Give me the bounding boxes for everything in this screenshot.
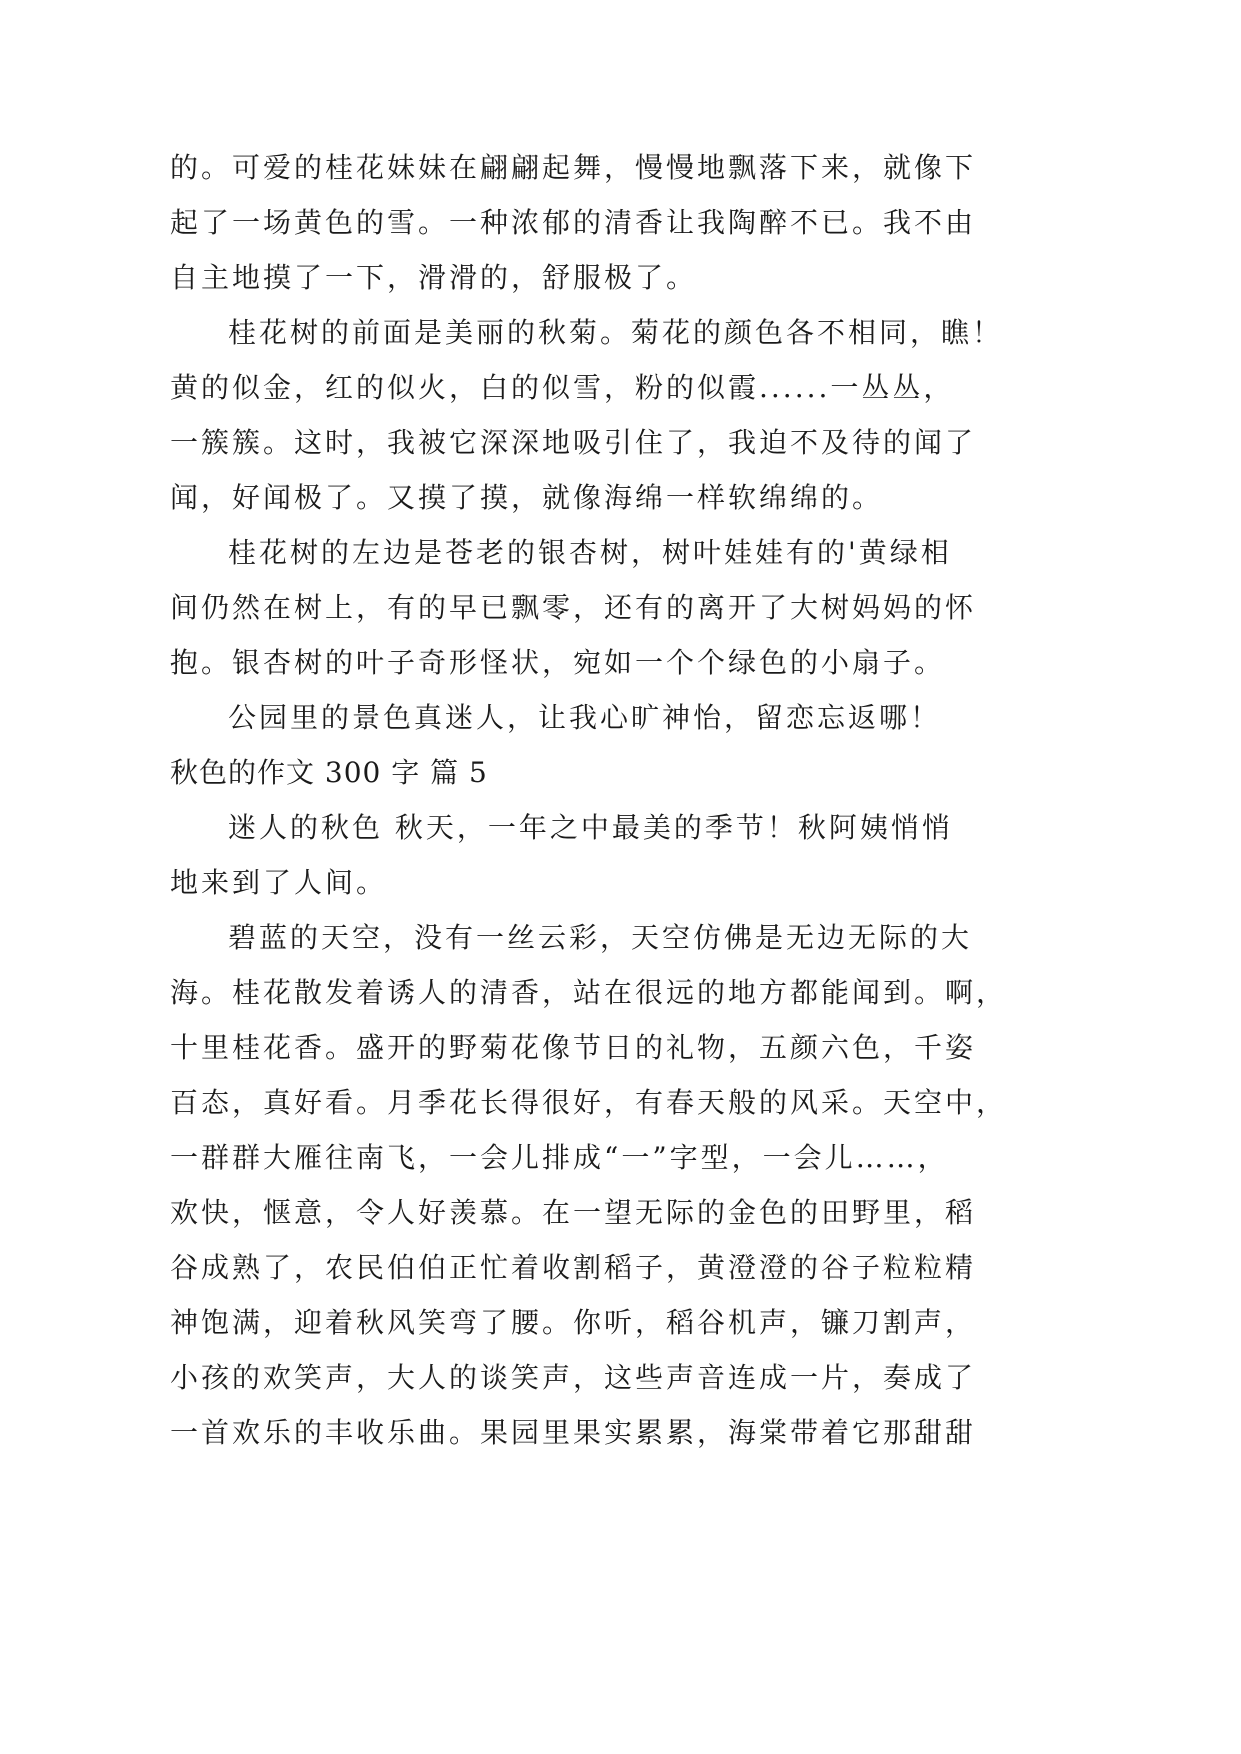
section-heading: 秋色的作文 300 字 篇 5 xyxy=(170,756,488,789)
text-line: 一群群大雁往南飞，一会儿排成“一”字型，一会儿……， xyxy=(170,1141,949,1174)
text-line: 小孩的欢笑声，大人的谈笑声，这些声音连成一片，奏成了 xyxy=(170,1361,977,1394)
text-line: 海。桂花散发着诱人的清香，站在很远的地方都能闻到。啊， xyxy=(170,976,1008,1009)
paragraph-start-line: 桂花树的左边是苍老的银杏树，树叶娃娃有的'黄绿相 xyxy=(228,536,952,569)
text-line: 一首欢乐的丰收乐曲。果园里果实累累，海棠带着它那甜甜 xyxy=(170,1416,977,1449)
text-line: 自主地摸了一下，滑滑的，舒服极了。 xyxy=(170,261,698,294)
paragraph-start-line: 迷人的秋色 秋天，一年之中最美的季节！秋阿姨悄悄 xyxy=(228,811,953,844)
text-line: 起了一场黄色的雪。一种浓郁的清香让我陶醉不已。我不由 xyxy=(170,206,977,239)
essay-body xyxy=(170,140,1008,1460)
text-line: 神饱满，迎着秋风笑弯了腰。你听，稻谷机声，镰刀割声， xyxy=(170,1306,977,1339)
text-line: 欢快，惬意，令人好羡慕。在一望无际的金色的田野里，稻 xyxy=(170,1196,977,1229)
paragraph-start-line: 桂花树的前面是美丽的秋菊。菊花的颜色各不相同，瞧！ xyxy=(228,316,1004,349)
text-line: 一簇簇。这时，我被它深深地吸引住了，我迫不及待的闻了 xyxy=(170,426,977,459)
text-line: 谷成熟了，农民伯伯正忙着收割稻子，黄澄澄的谷子粒粒精 xyxy=(170,1251,977,1284)
paragraph-start-line: 公园里的景色真迷人，让我心旷神怡，留恋忘返哪！ xyxy=(228,701,942,734)
text-line: 黄的似金，红的似火，白的似雪，粉的似霞......一丛丛， xyxy=(170,371,955,404)
text-line: 间仍然在树上，有的早已飘零，还有的离开了大树妈妈的怀 xyxy=(170,591,977,624)
text-line: 抱。银杏树的叶子奇形怪状，宛如一个个绿色的小扇子。 xyxy=(170,646,946,679)
text-line: 十里桂花香。盛开的野菊花像节日的礼物，五颜六色，千姿 xyxy=(170,1031,977,1064)
text-line: 闻，好闻极了。又摸了摸，就像海绵一样软绵绵的。 xyxy=(170,481,884,514)
text-line: 百态，真好看。月季花长得很好，有春天般的风采。天空中， xyxy=(170,1086,1008,1119)
text-line: 的。可爱的桂花妹妹在翩翩起舞，慢慢地飘落下来，就像下 xyxy=(170,151,977,184)
text-line: 地来到了人间。 xyxy=(170,866,388,899)
paragraph-start-line: 碧蓝的天空，没有一丝云彩，天空仿佛是无边无际的大 xyxy=(228,921,973,954)
